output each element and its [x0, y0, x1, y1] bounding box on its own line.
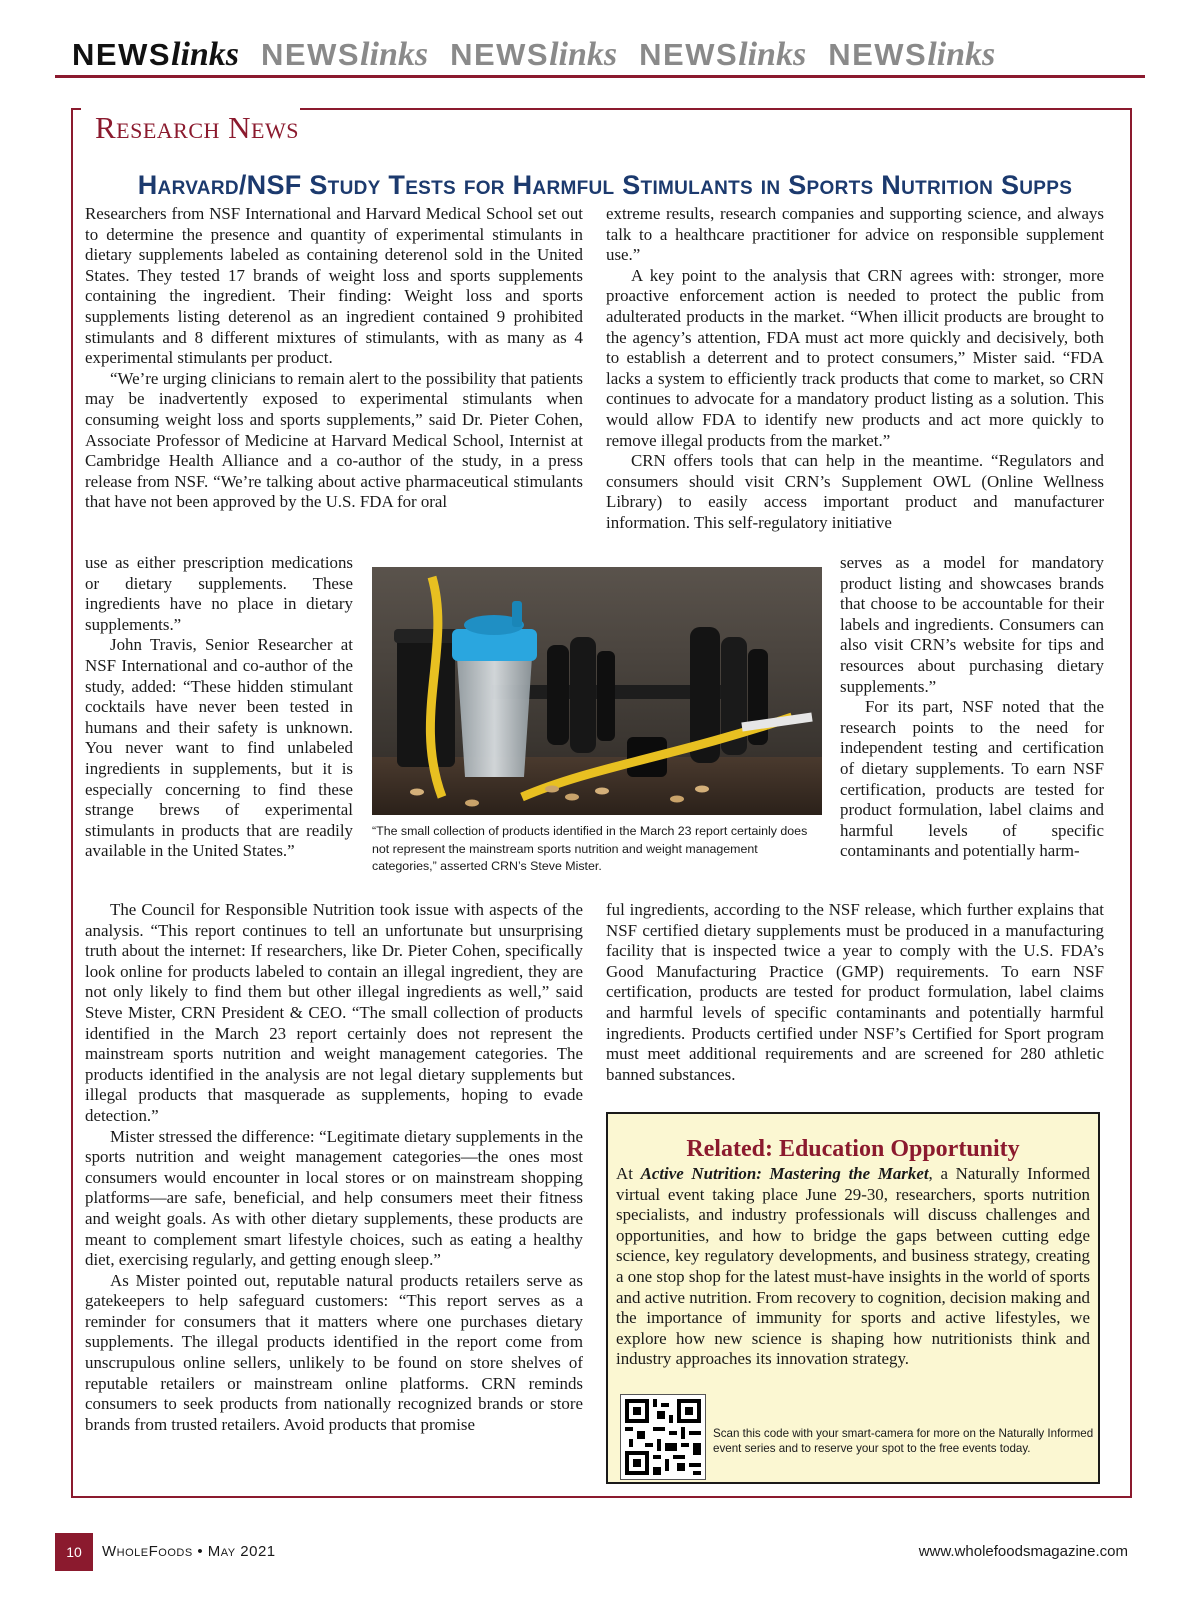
- website-link[interactable]: www.wholefoodsmagazine.com: [918, 1543, 1128, 1560]
- frame-left: [71, 108, 73, 1498]
- masthead-repeat: NEWSlinks: [828, 36, 996, 73]
- paragraph: use as either prescription medications or dietary supplements. These ingredients have no place in dietary supplements.”: [85, 553, 353, 634]
- article-headline: Harvard/NSF Study Tests for Harmful Stimulants in Sports Nutrition Supps: [137, 170, 1073, 200]
- paragraph: ful ingredients, according to the NSF release, which further explains that NSF certified dietary supplements must be produced in a manufacturing facility that is inspected twice a year to comply with the U.S. FDA’s Good Manufacturing Practice (GMP) requirements. To earn NSF certification, products are tested for product formulation, label claims and harmful levels of specific contaminants and potentially harmful ingredients. Products certified under NSF’s Certified for Sport program must meet additional requirements and are screened for 280 athletic banned substances.: [606, 900, 1104, 1084]
- paragraph: John Travis, Senior Researcher at NSF International and co-author of the study, added: “These hidden stimulant cocktails have never been tested in humans and their safety is unknown. You never want to find unlabeled ingredients in supplements, but it is especially concerning to find these strange brews of experimental stimulants in products that are readily available in the United States.”: [85, 635, 353, 861]
- masthead-repeat: NEWSlinks: [261, 36, 429, 73]
- masthead: [72, 36, 1132, 76]
- photo-caption: “The small collection of products identified in the March 23 report certainly does not represent the mainstream sports nutrition and weight management categories,” asserted CRN’s Steve Mister.: [372, 824, 808, 873]
- paragraph: For its part, NSF noted that the research points to the need for independent testing and certification of dietary supplements. To earn NSF certification, products are tested for product formulation, label claims and harmful levels of specific contaminants and potentially harm-: [840, 697, 1104, 861]
- masthead-logo: NEWSlinks: [72, 36, 240, 73]
- paragraph: Researchers from NSF International and Harvard Medical School set out to determine the presence and quantity of experimental stimulants in dietary supplements labeled as containing deterenol sold in the United States. They tested 17 brands of weight loss and sports supplements containing the ingredient. Their finding: Weight loss and sports supplements listing deterenol as an ingredient contained 9 prohibited stimulants and 8 different mixtures of stimulants, with as many as 4 experimental stimulants per product.: [85, 204, 583, 368]
- section-title: Research News: [95, 110, 299, 145]
- article-column-left-bottom: [85, 900, 583, 1435]
- qr-caption: Scan this code with your smart-camera for more on the Naturally Informed event series and to reserve your spot to the free events today.: [713, 1427, 1094, 1455]
- related-body: [616, 1164, 1090, 1370]
- paragraph: extreme results, research companies and supporting science, and always talk to a healthcare practitioner for advice on responsible supplement use.”: [606, 204, 1104, 265]
- related-box: [606, 1112, 1100, 1484]
- paragraph: CRN offers tools that can help in the meantime. “Regulators and consumers should visit CRN’s Supplement OWL (Online Wellness Library) to easily access important product and manufacturer information. This self-regulatory initiative: [606, 451, 1104, 532]
- article-column-left-mid: [85, 553, 353, 862]
- frame-right: [1130, 108, 1132, 1498]
- frame-bottom: [71, 1496, 1132, 1498]
- paragraph: Mister stressed the difference: “Legitimate dietary supplements in the sports nutrition and weight management categories—the ones most consumers would encounter in local stores or on mainstream shopping platforms—are safe, beneficial, and help consumers meet their fitness and weight goals. As with other dietary supplements, these products are meant to complement smart lifestyle choices, such as eating a healthy diet, exercising regularly, and getting enough sleep.”: [85, 1126, 583, 1270]
- article-column-right-top: [606, 204, 1104, 534]
- masthead-rule: [55, 75, 1145, 78]
- qr-code-graphic: [621, 1395, 705, 1479]
- masthead-repeat: NEWSlinks: [639, 36, 807, 73]
- masthead-repeat: NEWSlinks: [450, 36, 618, 73]
- dumbbell-shaker-photo: [372, 567, 822, 815]
- paragraph: A key point to the analysis that CRN agrees with: stronger, more proactive enforcement action is needed to protect the public from adulterated products in the market. “When illicit products are brought to the agency’s attention, FDA must act more quickly and decisively, both to establish a deterrent and to protect consumers,” Mister said. “FDA lacks a system to efficiently track products that come to market, so CRN continues to advocate for a mandatory product listing as a solution. This would allow FDA to identify new products and act more quickly to remove illegal products from the market.”: [606, 265, 1104, 450]
- paragraph: As Mister pointed out, reputable natural products retailers serve as gatekeepers to help safeguard customers: “This report serves as a reminder for consumers that it matters where one purchases dietary supplements. The illegal products identified in the report come from unscrupulous online sellers, unlikely to be found on store shelves of reputable retailers or mainstream online platforms. CRN reminds consumers to seek products from nationally recognized brands or store brands from trusted retailers. Avoid products that promise: [85, 1270, 583, 1434]
- event-name: Active Nutrition: Mastering the Market: [640, 1164, 929, 1183]
- article-column-right-mid: [840, 553, 1104, 862]
- magazine-issue: WholeFoods • May 2021: [102, 1543, 276, 1560]
- related-text: , a Naturally Informed virtual event taking place June 29-30, researchers, sports nutrition specialists, and industry professionals will discuss challenges and opportunities, and how to bridge the gaps between cutting edge science, key regulatory developments, and business strategy, creating a one stop shop for the latest must-have insights in the world of sports and active nutrition. From recovery to cognition, decision making and the importance of immunity for sports and active lifestyles, we explore how new science is shaping how nutritionists think and industry approaches its innovation strategy.: [616, 1164, 1090, 1369]
- qr-code-icon[interactable]: [620, 1394, 706, 1480]
- article-column-right-bottom: [606, 900, 1104, 1085]
- related-intro: At: [616, 1164, 641, 1183]
- paragraph: “We’re urging clinicians to remain alert to the possibility that patients may be inadvertently exposed to experimental stimulants when consuming weight loss and sports supplements,” said Dr. Pieter Cohen, Associate Professor of Medicine at Harvard Medical School, Internist at Cambridge Health Alliance and a co-author of the study, in a press release from NSF. “We’re talking about active pharmaceutical stimulants that have not been approved by the U.S. FDA for oral: [85, 368, 583, 512]
- paragraph: serves as a model for mandatory product listing and showcases brands that choose to be accountable for their labels and ingredients. Consumers can also visit CRN’s website for tips and resources about purchasing dietary supplements.”: [840, 553, 1104, 696]
- frame-top: [300, 108, 1132, 110]
- article-column-left-top: [85, 204, 583, 513]
- paragraph: The Council for Responsible Nutrition took issue with aspects of the analysis. “This report continues to tell an unfortunate but unsurprising truth about the internet: If researchers, like Dr. Pieter Cohen, specifically look online for products labeled to contain an illegal ingredient, they are not only likely to find them but other illegal ingredients as well,” said Steve Mister, CRN President & CEO. “The small collection of products identified in the March 23 report certainly does not represent the mainstream sports nutrition and weight management categories. The products identified in the analysis are not legal dietary supplements but illegal products that masquerade as supplements, hoping to evade detection.”: [85, 900, 583, 1125]
- related-title: Related: Education Opportunity: [686, 1136, 1020, 1162]
- page-number: 10: [55, 1533, 93, 1571]
- article-photo: [372, 567, 822, 815]
